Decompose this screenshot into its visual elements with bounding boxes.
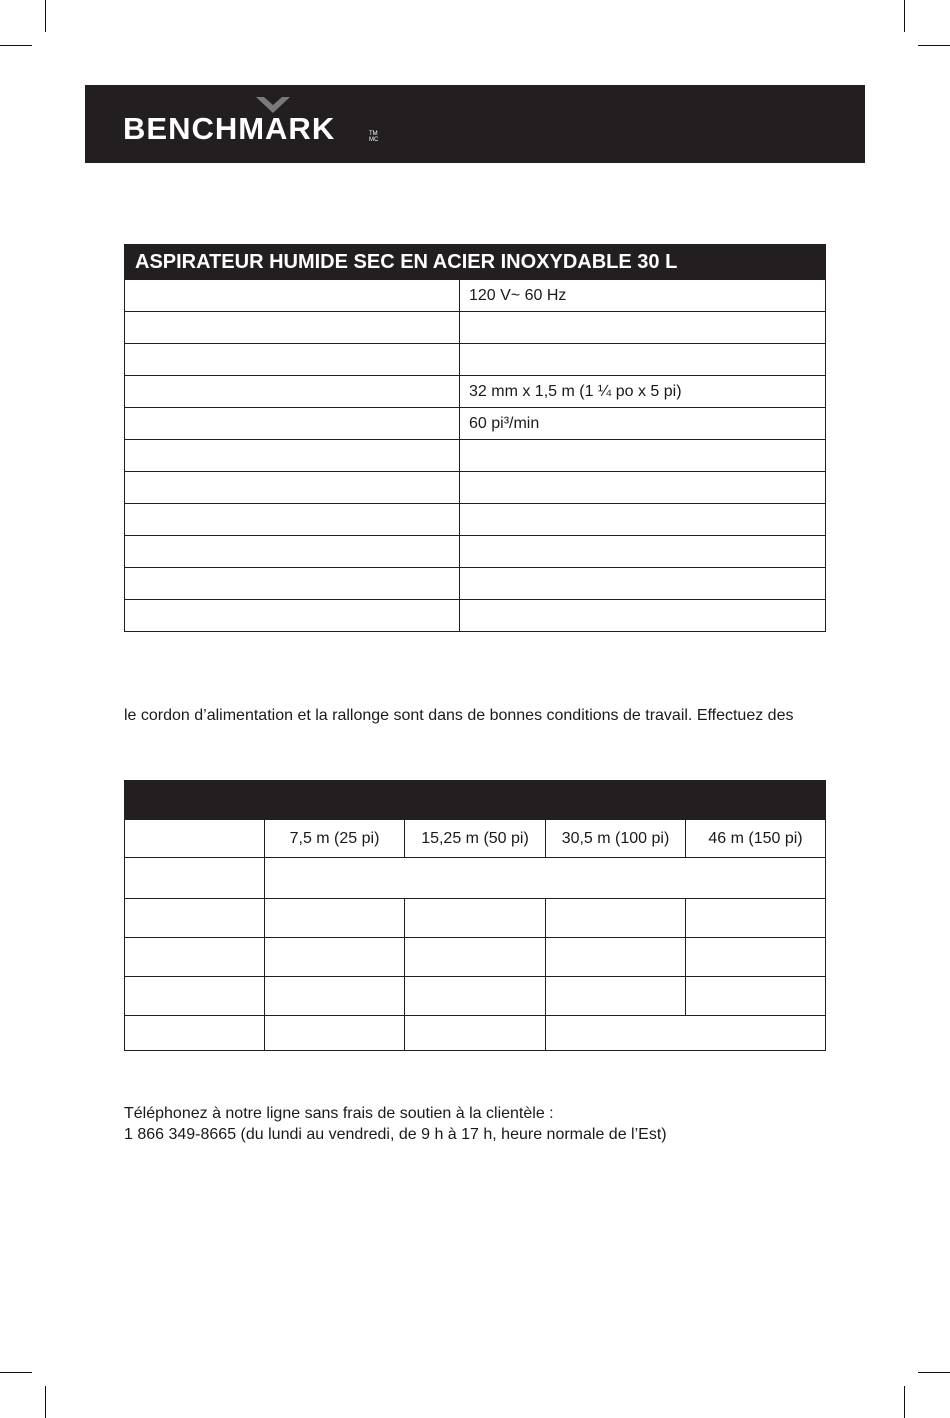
length-cell: 15,25 m (50 pi) — [405, 820, 546, 858]
table-cell — [125, 977, 265, 1016]
spec-label-cell — [125, 312, 460, 344]
table-cell — [125, 938, 265, 977]
spec-label-cell — [125, 504, 460, 536]
length-cell: 46 m (150 pi) — [686, 820, 826, 858]
spec-row — [125, 344, 826, 376]
contact-phone-line: 1 866 349-8665 (du lundi au vendredi, de 9 h à 17 h, heure normale de l’Est) — [124, 1126, 667, 1143]
table-row — [125, 977, 826, 1016]
spec-value-cell — [460, 472, 826, 504]
spec-row — [125, 440, 826, 472]
length-cell: 30,5 m (100 pi) — [546, 820, 686, 858]
trademark-mark: TM MC — [369, 131, 379, 143]
table-cell — [405, 938, 546, 977]
spec-row — [125, 472, 826, 504]
table-cell — [265, 1016, 405, 1051]
spec-row — [125, 376, 826, 408]
crop-mark — [45, 1386, 46, 1418]
length-cell: 7,5 m (25 pi) — [265, 820, 405, 858]
table-cell — [546, 899, 686, 938]
spec-label-cell — [125, 568, 460, 600]
spec-row — [125, 600, 826, 632]
contact-info — [124, 1103, 667, 1145]
benchmark-logo — [123, 97, 383, 153]
table-cell — [405, 899, 546, 938]
table-row — [125, 858, 826, 899]
crop-mark — [45, 0, 46, 32]
table-row — [125, 820, 826, 858]
table-cell — [686, 899, 826, 938]
table-cell — [265, 977, 405, 1016]
header-band — [85, 85, 865, 163]
table-row — [125, 899, 826, 938]
table-cell — [546, 977, 686, 1016]
table-cell — [546, 938, 686, 977]
spec-label-cell — [125, 440, 460, 472]
crop-mark — [0, 45, 32, 46]
body-paragraph: le cordon d’alimentation et la rallonge sont dans de bonnes conditions de travail. Effectuez des — [124, 707, 794, 724]
spec-value-cell: 120 V~ 60 Hz — [460, 280, 826, 312]
cord-table-header — [125, 781, 826, 820]
spec-value-cell — [460, 504, 826, 536]
table-cell — [125, 899, 265, 938]
spec-row — [125, 536, 826, 568]
spec-label-cell — [125, 536, 460, 568]
spec-value-cell — [460, 568, 826, 600]
table-cell — [546, 1016, 826, 1051]
table-row — [125, 1016, 826, 1051]
spec-row — [125, 312, 826, 344]
table-cell — [265, 858, 826, 899]
spec-table-title: ASPIRATEUR HUMIDE SEC EN ACIER INOXYDABLE 30 L — [125, 245, 826, 280]
crop-mark — [0, 1372, 32, 1373]
spec-row — [125, 504, 826, 536]
spec-value-cell — [460, 440, 826, 472]
table-cell — [125, 1016, 265, 1051]
contact-line: Téléphonez à notre ligne sans frais de soutien à la clientèle : — [124, 1105, 554, 1122]
crop-mark — [904, 0, 905, 32]
spec-label-cell — [125, 280, 460, 312]
table-cell — [405, 1016, 546, 1051]
spec-value-cell — [460, 312, 826, 344]
crop-mark — [918, 1372, 950, 1373]
spec-row — [125, 568, 826, 600]
spec-label-cell — [125, 600, 460, 632]
crop-mark — [918, 45, 950, 46]
spec-label-cell — [125, 408, 460, 440]
table-cell — [265, 899, 405, 938]
table-cell — [265, 938, 405, 977]
table-row — [125, 938, 826, 977]
spec-value-cell — [460, 344, 826, 376]
table-cell — [125, 820, 265, 858]
spec-label-cell — [125, 472, 460, 504]
table-cell — [686, 938, 826, 977]
spec-label-cell — [125, 376, 460, 408]
table-cell — [405, 977, 546, 1016]
table-cell — [125, 858, 265, 899]
spec-value-cell — [460, 600, 826, 632]
spec-label-cell — [125, 344, 460, 376]
spec-value-cell: 60 pi³/min — [460, 408, 826, 440]
spec-value-cell — [460, 536, 826, 568]
spec-row — [125, 408, 826, 440]
spec-row — [125, 280, 826, 312]
spec-table — [124, 244, 826, 632]
crop-mark — [904, 1386, 905, 1418]
logo-wordmark: BENCHMARK — [123, 111, 336, 146]
extension-cord-table — [124, 780, 826, 1051]
table-cell — [686, 977, 826, 1016]
spec-value-cell: 32 mm x 1,5 m (1 ¼ po x 5 pi) — [460, 376, 826, 408]
